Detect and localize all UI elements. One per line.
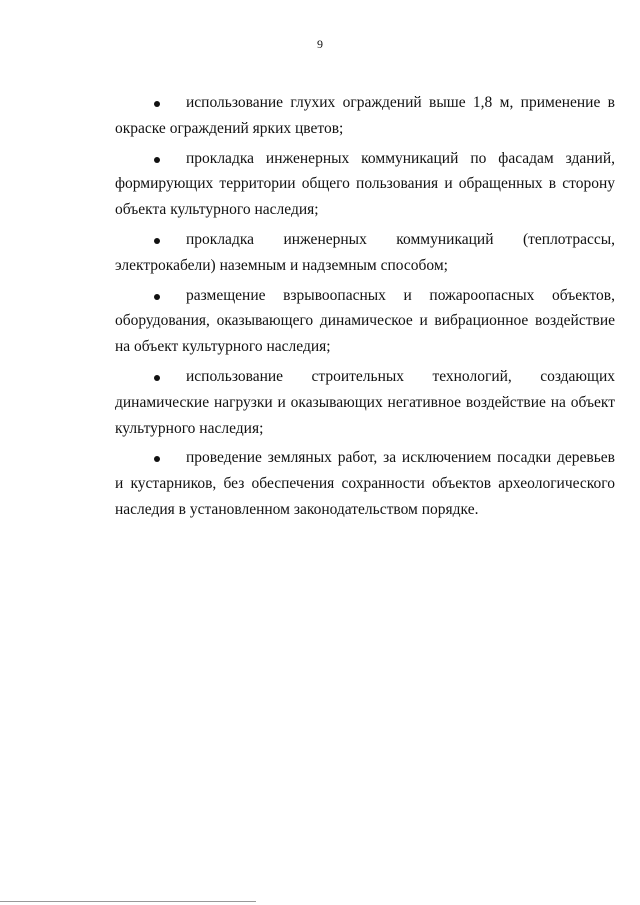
bullet-icon bbox=[154, 294, 160, 300]
list-item-text: прокладка инженерных коммуникаций по фасадам зданий, формирующих территории общего пользования и обращенных в сторону объекта культурного наследия; bbox=[115, 149, 615, 219]
list-item-text: размещение взрывоопасных и пожароопасных объектов, оборудования, оказывающего динамическое и вибрационное воздействие на объект культурного наследия; bbox=[115, 286, 615, 356]
list-item bbox=[115, 227, 615, 279]
restrictions-list bbox=[115, 90, 615, 527]
bullet-icon bbox=[154, 375, 160, 381]
list-item-text: прокладка инженерных коммуникаций (теплотрассы, электрокабели) наземным и надземным способом; bbox=[115, 230, 615, 274]
bullet-icon bbox=[154, 238, 160, 244]
footer-divider bbox=[0, 901, 256, 902]
list-item bbox=[115, 364, 615, 441]
list-item bbox=[115, 146, 615, 223]
list-item-text: использование глухих ограждений выше 1,8 м, применение в окраске ограждений ярких цветов; bbox=[115, 94, 615, 137]
list-item bbox=[115, 90, 615, 142]
bullet-icon bbox=[154, 456, 160, 462]
page-number: 9 bbox=[317, 37, 323, 51]
list-item-text: использование строительных технологий, создающих динамические нагрузки и оказывающих негативное воздействие на объект культурного наследия; bbox=[115, 367, 615, 437]
list-item bbox=[115, 283, 615, 360]
bullet-icon bbox=[154, 157, 160, 163]
list-item-text: проведение земляных работ, за исключением посадки деревьев и кустарников, без обеспечения сохранности объектов археологического наследия в установленном законодательством порядке. bbox=[115, 449, 615, 518]
bullet-icon bbox=[154, 101, 160, 107]
list-item bbox=[115, 445, 615, 522]
